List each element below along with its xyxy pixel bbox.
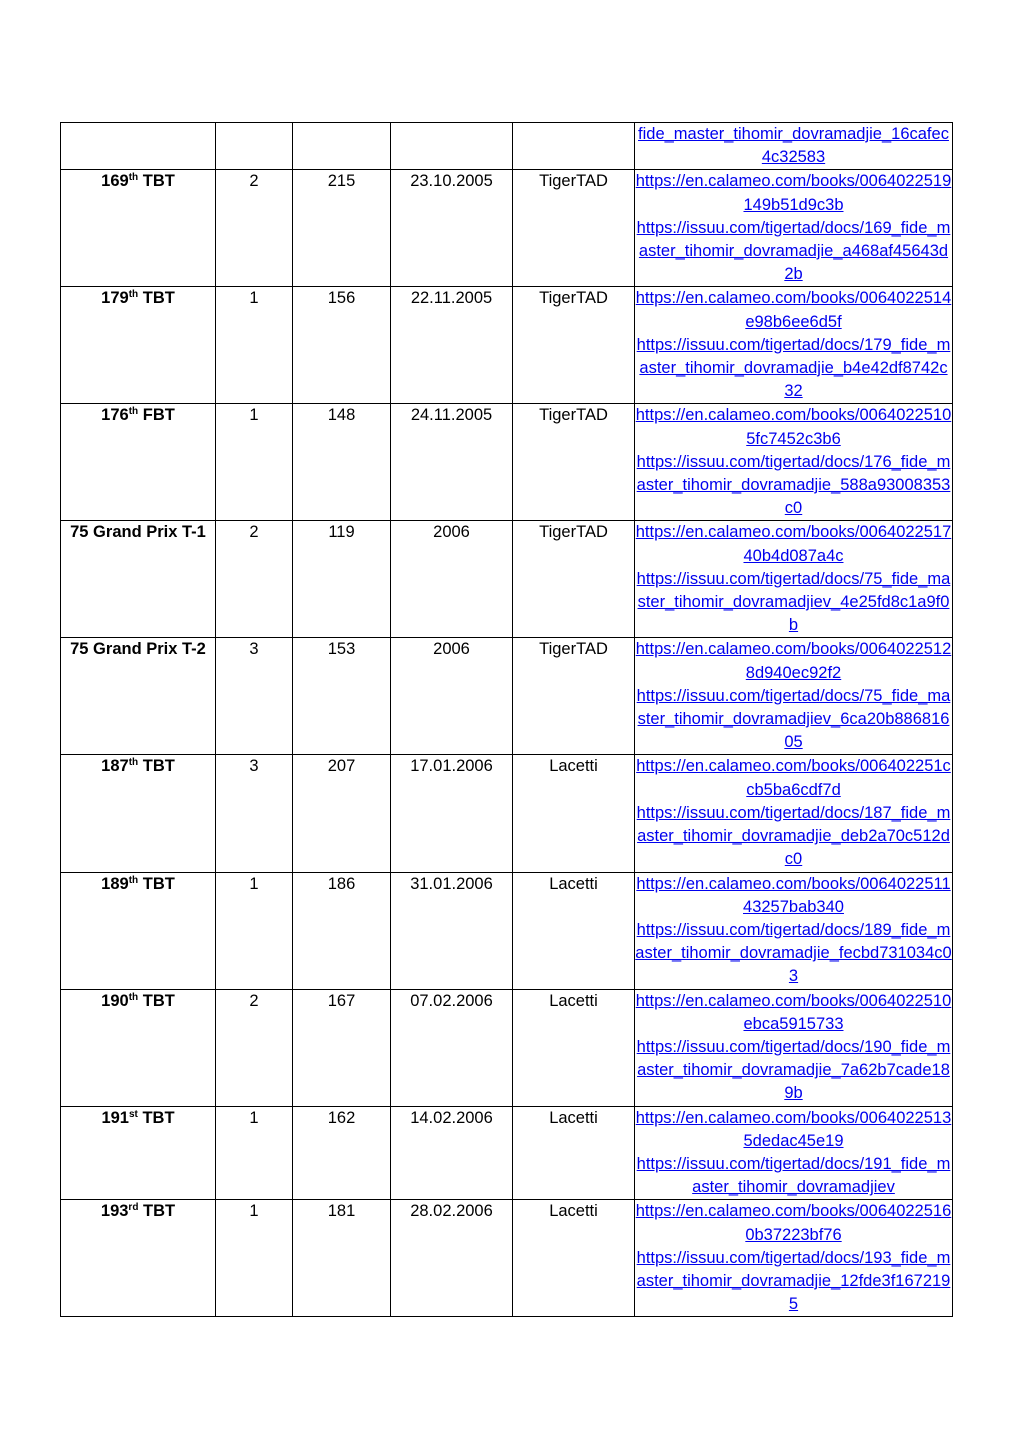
tournament-name: 193	[100, 1202, 129, 1221]
tournament-name-cell	[61, 170, 216, 287]
tournament-name: 169	[101, 172, 129, 191]
links-cell	[635, 1106, 953, 1200]
tournament-name-cell	[61, 1200, 216, 1317]
date-cell: 07.02.2006	[391, 989, 513, 1106]
tournament-type: TBT	[137, 1108, 175, 1127]
column-2-cell	[216, 123, 293, 170]
column-2-cell: 1	[216, 404, 293, 521]
table-row	[61, 1200, 953, 1317]
document-link[interactable]: https://issuu.com/tigertad/docs/75_fide_master_tihomir_dovramadjiev_4e25fd8c1a9f0b	[636, 569, 951, 635]
column-3-cell: 186	[293, 872, 391, 989]
tournament-name-cell	[61, 638, 216, 755]
tournament-name: 176	[101, 406, 129, 425]
tournament-name-cell	[61, 287, 216, 404]
date-cell: 2006	[391, 521, 513, 638]
table-row	[61, 872, 953, 989]
author-cell: Lacetti	[513, 1106, 635, 1200]
tournament-name-cell	[61, 989, 216, 1106]
tournament-name: 75 Grand Prix T-2	[70, 640, 206, 659]
tournament-name-cell	[61, 755, 216, 872]
table-row	[61, 521, 953, 638]
document-link[interactable]: https://issuu.com/tigertad/docs/176_fide_master_tihomir_dovramadjie_588a93008353c0	[636, 452, 951, 518]
column-2-cell: 3	[216, 755, 293, 872]
document-link[interactable]: https://issuu.com/tigertad/docs/193_fide_master_tihomir_dovramadjie_12fde3f1672195	[636, 1248, 951, 1314]
ordinal-suffix: th	[128, 757, 139, 769]
links-cell	[635, 170, 953, 287]
tournament-name-cell	[61, 123, 216, 170]
author-cell: Lacetti	[513, 1200, 635, 1317]
author-cell: Lacetti	[513, 872, 635, 989]
column-2-cell: 2	[216, 521, 293, 638]
ordinal-suffix: st	[128, 1108, 138, 1120]
document-link[interactable]: https://issuu.com/tigertad/docs/187_fide_master_tihomir_dovramadjie_deb2a70c512dc0	[636, 803, 951, 869]
date-cell: 31.01.2006	[391, 872, 513, 989]
column-3-cell: 153	[293, 638, 391, 755]
links-cell	[635, 755, 953, 872]
tournament-name-cell	[61, 521, 216, 638]
author-cell: TigerTAD	[513, 638, 635, 755]
author-cell: TigerTAD	[513, 287, 635, 404]
tournament-type: TBT	[138, 991, 175, 1010]
tournament-name: 179	[101, 289, 129, 308]
column-2-cell: 1	[216, 287, 293, 404]
column-2-cell: 2	[216, 170, 293, 287]
date-cell: 14.02.2006	[391, 1106, 513, 1200]
date-cell: 17.01.2006	[391, 755, 513, 872]
document-link[interactable]: https://en.calameo.com/books/006402251143257bab340	[636, 874, 951, 916]
document-link[interactable]: https://en.calameo.com/books/0064022514e98b6ee6d5f	[635, 289, 952, 331]
tournament-name-cell	[61, 404, 216, 521]
column-3-cell: 167	[293, 989, 391, 1106]
table-row	[61, 989, 953, 1106]
document-link[interactable]: fide_master_tihomir_dovramadjie_16cafec4c32583	[638, 125, 949, 167]
column-2-cell: 1	[216, 1200, 293, 1317]
document-link[interactable]: https://en.calameo.com/books/006402251740b4d087a4c	[635, 523, 952, 565]
document-link[interactable]: https://en.calameo.com/books/00640225128d940ec92f2	[635, 640, 952, 682]
table-row	[61, 1106, 953, 1200]
ordinal-suffix: th	[128, 289, 139, 301]
date-cell: 22.11.2005	[391, 287, 513, 404]
document-link[interactable]: https://en.calameo.com/books/00640225160b37223bf76	[635, 1202, 952, 1244]
links-cell	[635, 872, 953, 989]
document-link[interactable]: https://en.calameo.com/books/00640225105fc7452c3b6	[635, 406, 952, 448]
column-3-cell: 119	[293, 521, 391, 638]
tournament-name: 191	[101, 1108, 129, 1127]
document-link[interactable]: https://en.calameo.com/books/00640225135dedac45e19	[635, 1108, 952, 1150]
table-row	[61, 755, 953, 872]
tournament-name-cell	[61, 872, 216, 989]
tournament-type: TBT	[138, 757, 175, 776]
ordinal-suffix: th	[128, 874, 139, 886]
column-2-cell: 1	[216, 1106, 293, 1200]
tournament-type: TBT	[138, 172, 175, 191]
document-link[interactable]: https://issuu.com/tigertad/docs/169_fide_master_tihomir_dovramadjie_a468af45643d2b	[636, 218, 951, 284]
column-3-cell: 156	[293, 287, 391, 404]
tournament-type: TBT	[138, 1202, 176, 1221]
links-cell	[635, 989, 953, 1106]
table-row	[61, 123, 953, 170]
ordinal-suffix: th	[128, 172, 139, 184]
tournament-name: 187	[101, 757, 129, 776]
date-cell: 23.10.2005	[391, 170, 513, 287]
author-cell: TigerTAD	[513, 404, 635, 521]
date-cell: 28.02.2006	[391, 1200, 513, 1317]
tournament-type: TBT	[138, 874, 175, 893]
column-2-cell: 2	[216, 989, 293, 1106]
author-cell: TigerTAD	[513, 170, 635, 287]
table-row	[61, 638, 953, 755]
ordinal-suffix: th	[128, 406, 139, 418]
tournament-name: 189	[101, 874, 129, 893]
document-link[interactable]: https://en.calameo.com/books/006402251ccb5ba6cdf7d	[636, 757, 951, 799]
document-link[interactable]: https://issuu.com/tigertad/docs/191_fide_master_tihomir_dovramadjiev	[636, 1154, 951, 1197]
column-3-cell	[293, 123, 391, 170]
tournament-name-cell	[61, 1106, 216, 1200]
ordinal-suffix: th	[128, 991, 139, 1003]
tournament-type: FBT	[138, 406, 175, 425]
column-3-cell: 162	[293, 1106, 391, 1200]
document-link[interactable]: https://issuu.com/tigertad/docs/189_fide_master_tihomir_dovramadjie_fecbd731034c03	[635, 920, 952, 986]
date-cell: 2006	[391, 638, 513, 755]
document-link[interactable]: https://en.calameo.com/books/0064022519149b51d9c3b	[635, 172, 952, 214]
table-row	[61, 170, 953, 287]
column-3-cell: 181	[293, 1200, 391, 1317]
links-cell	[635, 123, 953, 170]
column-2-cell: 1	[216, 872, 293, 989]
tournament-table-body	[61, 123, 953, 1317]
date-cell: 24.11.2005	[391, 404, 513, 521]
document-link[interactable]: https://en.calameo.com/books/0064022510ebca5915733	[635, 991, 952, 1033]
tournament-name: 190	[101, 991, 129, 1010]
links-cell	[635, 638, 953, 755]
table-row	[61, 287, 953, 404]
author-cell: Lacetti	[513, 755, 635, 872]
links-cell	[635, 287, 953, 404]
table-row	[61, 404, 953, 521]
document-link[interactable]: https://issuu.com/tigertad/docs/190_fide_master_tihomir_dovramadjie_7a62b7cade189b	[636, 1037, 951, 1103]
document-link[interactable]: https://issuu.com/tigertad/docs/179_fide_master_tihomir_dovramadjie_b4e42df8742c32	[636, 335, 951, 401]
links-cell	[635, 521, 953, 638]
column-3-cell: 148	[293, 404, 391, 521]
ordinal-suffix: rd	[128, 1202, 139, 1214]
author-cell	[513, 123, 635, 170]
tournament-type: TBT	[138, 289, 175, 308]
date-cell	[391, 123, 513, 170]
author-cell: Lacetti	[513, 989, 635, 1106]
tournament-name: 75 Grand Prix T-1	[70, 523, 206, 542]
column-2-cell: 3	[216, 638, 293, 755]
links-cell	[635, 404, 953, 521]
document-link[interactable]: https://issuu.com/tigertad/docs/75_fide_master_tihomir_dovramadjiev_6ca20b88681605	[636, 686, 951, 752]
author-cell: TigerTAD	[513, 521, 635, 638]
links-cell	[635, 1200, 953, 1317]
tournament-table	[60, 122, 953, 1317]
column-3-cell: 215	[293, 170, 391, 287]
column-3-cell: 207	[293, 755, 391, 872]
